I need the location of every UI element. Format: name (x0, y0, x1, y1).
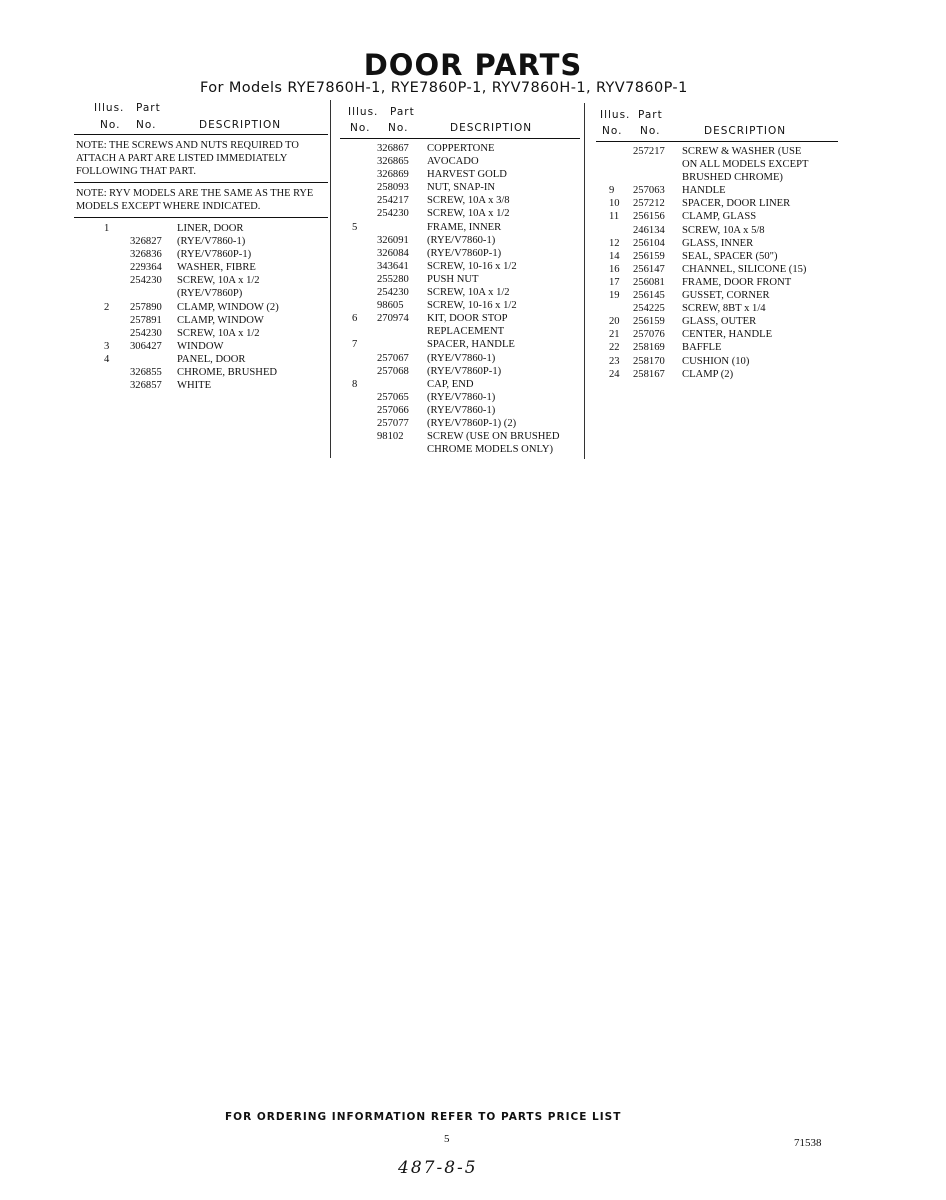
part-number: 98605 (377, 300, 404, 312)
illus-number: 7 (352, 339, 358, 351)
part-description: GLASS, OUTER (682, 316, 757, 328)
illus-number: 4 (104, 353, 110, 365)
part-row (340, 222, 580, 235)
ordering-footer: FOR ORDERING INFORMATION REFER TO PARTS PRICE LIST (225, 1111, 622, 1123)
illus-number: 14 (609, 250, 620, 262)
part-description: ON ALL MODELS EXCEPT (682, 159, 809, 171)
part-number: 257068 (377, 365, 409, 377)
part-row (596, 159, 838, 172)
handwritten-note: 487-8-5 (398, 1158, 478, 1178)
part-number: 254230 (130, 275, 162, 287)
part-description: LINER, DOOR (177, 223, 244, 234)
parts-column-1 (74, 102, 328, 393)
part-row (340, 156, 580, 169)
part-row (340, 418, 580, 431)
column-header (340, 102, 580, 134)
part-description: (RYE/V7860-1) (427, 234, 496, 246)
part-description: CLAMP, WINDOW (177, 314, 264, 326)
illus-number: 2 (104, 301, 110, 313)
part-number: 257890 (130, 301, 162, 313)
part-description: SEAL, SPACER (50") (682, 250, 778, 262)
part-row (596, 329, 838, 342)
part-number: 254230 (377, 287, 409, 299)
header-part: Part (390, 106, 415, 118)
header-description: DESCRIPTION (704, 125, 787, 137)
illus-number: 23 (609, 355, 620, 367)
part-row (340, 313, 580, 326)
part-description: SCREW, 10A x 1/2 (177, 275, 260, 287)
part-description: (RYE/V7860-1) (177, 236, 246, 248)
illus-number: 17 (609, 276, 620, 288)
part-row (340, 353, 580, 366)
part-row (74, 275, 328, 288)
part-number: 257066 (377, 404, 409, 416)
illus-number: 10 (609, 198, 620, 210)
part-description: REPLACEMENT (427, 326, 505, 338)
header-no: No. (602, 125, 623, 137)
header-illus: Illus. (94, 102, 125, 114)
part-number: 326865 (377, 156, 409, 168)
part-row (596, 264, 838, 277)
illus-number: 3 (104, 340, 110, 352)
part-number: 257077 (377, 417, 409, 429)
part-row (596, 146, 838, 159)
part-row (74, 236, 328, 249)
part-row (340, 379, 580, 392)
part-description: SCREW & WASHER (USE (682, 146, 802, 157)
header-no: No. (640, 125, 661, 137)
page-title: DOOR PARTS (363, 48, 583, 82)
illus-number: 24 (609, 368, 620, 380)
part-number: 255280 (377, 273, 409, 285)
part-row (340, 208, 580, 221)
part-row (596, 303, 838, 316)
part-number: 326855 (130, 367, 162, 379)
part-number: 229364 (130, 262, 162, 274)
part-number: 326869 (377, 169, 409, 181)
parts-column-2 (340, 102, 580, 457)
part-description: GLASS, INNER (682, 237, 754, 249)
part-row (74, 315, 328, 328)
part-description: CLAMP, WINDOW (2) (177, 301, 279, 313)
part-description: PUSH NUT (427, 273, 479, 285)
part-row (340, 392, 580, 405)
header-no: No. (350, 122, 371, 134)
part-description: BRUSHED CHROME) (682, 172, 783, 184)
part-row (340, 235, 580, 248)
part-number: 326867 (377, 143, 409, 154)
part-description: NUT, SNAP-IN (427, 182, 496, 194)
part-description: SCREW, 10-16 x 1/2 (427, 260, 517, 272)
part-description: SCREW, 8BT x 1/4 (682, 303, 766, 315)
part-description: (RYE/V7860P-1) (427, 365, 502, 377)
header-no: No. (136, 119, 157, 131)
column-header (596, 102, 838, 137)
part-row (340, 444, 580, 457)
header-part: Part (136, 102, 161, 114)
part-row (596, 342, 838, 355)
part-number: 254230 (130, 327, 162, 339)
illus-number: 1 (104, 223, 110, 234)
part-number: 257076 (633, 329, 665, 341)
part-description: CAP, END (427, 378, 474, 390)
part-row (596, 369, 838, 382)
part-number: 256147 (633, 263, 665, 275)
part-description: HANDLE (682, 185, 726, 197)
part-number: 270974 (377, 313, 409, 325)
part-number: 256156 (633, 211, 665, 223)
part-description: CUSHION (10) (682, 355, 750, 367)
parts-list (596, 142, 838, 382)
illus-number: 20 (609, 316, 620, 328)
part-number: 254225 (633, 303, 665, 315)
header-description: DESCRIPTION (199, 119, 282, 131)
part-description: SCREW, 10-16 x 1/2 (427, 300, 517, 312)
part-row (74, 328, 328, 341)
part-description: GUSSET, CORNER (682, 290, 770, 302)
part-number: 257217 (633, 146, 665, 157)
part-number: 326827 (130, 236, 162, 248)
part-row (596, 211, 838, 224)
column-header (74, 102, 328, 134)
header-no: No. (388, 122, 409, 134)
part-number: 257063 (633, 185, 665, 197)
part-description: SPACER, HANDLE (427, 339, 515, 351)
part-description: (RYE/V7860-1) (427, 391, 496, 403)
part-row (74, 341, 328, 354)
header-illus: Illus. (348, 106, 379, 118)
part-description: (RYE/V7860P-1) (427, 247, 502, 259)
note-screws: NOTE: THE SCREWS AND NUTS REQUIRED TO ATTACH A PART ARE LISTED IMMEDIATELY FOLLOWING THAT PART. (76, 140, 299, 177)
part-description: SPACER, DOOR LINER (682, 198, 791, 210)
parts-column-3 (596, 102, 838, 382)
illus-number: 5 (352, 221, 358, 233)
part-row (340, 274, 580, 287)
part-row (340, 366, 580, 379)
illus-number: 6 (352, 313, 358, 325)
part-row (340, 326, 580, 339)
part-number: 306427 (130, 340, 162, 352)
note-ryv-models: NOTE: RYV MODELS ARE THE SAME AS THE RYE MODELS EXCEPT WHERE INDICATED. (76, 188, 314, 212)
part-number: 257891 (130, 314, 162, 326)
part-description: (RYE/V7860P-1) (177, 249, 252, 261)
part-number: 258093 (377, 182, 409, 194)
part-number: 326091 (377, 234, 409, 246)
part-description: (RYE/V7860P) (177, 288, 243, 300)
part-row (340, 195, 580, 208)
part-number: 256145 (633, 290, 665, 302)
part-description: CENTER, HANDLE (682, 329, 773, 341)
part-row (596, 198, 838, 211)
part-row (340, 261, 580, 274)
part-number: 98102 (377, 431, 404, 443)
part-description: SCREW (USE ON BRUSHED (427, 431, 560, 443)
part-description: (RYE/V7860P-1) (2) (427, 417, 517, 429)
part-number: 257212 (633, 198, 665, 210)
header-description: DESCRIPTION (450, 122, 533, 134)
part-number: 256159 (633, 250, 665, 262)
part-row (340, 169, 580, 182)
part-row (340, 339, 580, 352)
part-number: 258169 (633, 342, 665, 354)
part-description: FRAME, DOOR FRONT (682, 276, 792, 288)
part-number: 257065 (377, 391, 409, 403)
part-row (340, 182, 580, 195)
part-description: (RYE/V7860-1) (427, 404, 496, 416)
part-description: HARVEST GOLD (427, 169, 507, 181)
part-description: CLAMP, GLASS (682, 211, 757, 223)
part-description: CHANNEL, SILICONE (15) (682, 263, 807, 275)
part-number: 254217 (377, 195, 409, 207)
part-row (596, 238, 838, 251)
part-number: 256104 (633, 237, 665, 249)
illus-number: 22 (609, 342, 620, 354)
part-row (596, 185, 838, 198)
part-number: 256081 (633, 276, 665, 288)
illus-number: 11 (609, 211, 620, 223)
part-number: 254230 (377, 208, 409, 220)
part-row (340, 405, 580, 418)
part-description: WINDOW (177, 340, 224, 352)
part-description: SCREW, 10A x 1/2 (427, 208, 510, 220)
part-description: COPPERTONE (427, 143, 495, 154)
illus-number: 8 (352, 378, 358, 390)
part-row (596, 225, 838, 238)
document-number: 71538 (794, 1137, 822, 1149)
part-number: 326857 (130, 380, 162, 392)
part-number: 258167 (633, 368, 665, 380)
part-row (74, 367, 328, 380)
part-row (74, 262, 328, 275)
part-description: BAFFLE (682, 342, 722, 354)
parts-list (74, 218, 328, 393)
illus-number: 9 (609, 185, 615, 197)
illus-number: 12 (609, 237, 620, 249)
part-number: 326084 (377, 247, 409, 259)
part-number: 246134 (633, 224, 665, 236)
part-row (340, 300, 580, 313)
illus-number: 16 (609, 263, 620, 275)
part-row (340, 143, 580, 156)
part-description: PANEL, DOOR (177, 353, 246, 365)
part-row (596, 277, 838, 290)
part-number: 256159 (633, 316, 665, 328)
part-row (340, 248, 580, 261)
part-row (74, 223, 328, 236)
part-row (74, 354, 328, 367)
part-row (340, 431, 580, 444)
part-description: CHROME MODELS ONLY) (427, 444, 554, 456)
part-description: CLAMP (2) (682, 368, 734, 380)
part-number: 257067 (377, 352, 409, 364)
part-description: WASHER, FIBRE (177, 262, 256, 274)
page-number: 5 (444, 1133, 450, 1145)
header-illus: Illus. (600, 109, 631, 121)
part-description: (RYE/V7860-1) (427, 352, 496, 364)
page-subtitle: For Models RYE7860H-1, RYE7860P-1, RYV7860H-1, RYV7860P-1 (200, 80, 688, 96)
part-description: FRAME, INNER (427, 221, 502, 233)
part-row (596, 356, 838, 369)
part-description: KIT, DOOR STOP (427, 313, 508, 325)
header-no: No. (100, 119, 121, 131)
part-number: 326836 (130, 249, 162, 261)
part-description: CHROME, BRUSHED (177, 367, 278, 379)
part-row (340, 287, 580, 300)
part-number: 343641 (377, 260, 409, 272)
part-description: AVOCADO (427, 156, 479, 168)
part-row (596, 251, 838, 264)
part-description: SCREW, 10A x 1/2 (177, 327, 260, 339)
part-row (74, 302, 328, 315)
part-row (74, 380, 328, 393)
part-description: SCREW, 10A x 5/8 (682, 224, 765, 236)
parts-list (340, 139, 580, 457)
part-row (74, 288, 328, 301)
part-description: SCREW, 10A x 3/8 (427, 195, 510, 207)
part-row (596, 172, 838, 185)
illus-number: 19 (609, 290, 620, 302)
part-row (74, 249, 328, 262)
part-description: WHITE (177, 380, 212, 392)
part-row (596, 290, 838, 303)
part-description: SCREW, 10A x 1/2 (427, 287, 510, 299)
part-number: 258170 (633, 355, 665, 367)
header-part: Part (638, 109, 663, 121)
illus-number: 21 (609, 329, 620, 341)
part-row (596, 316, 838, 329)
